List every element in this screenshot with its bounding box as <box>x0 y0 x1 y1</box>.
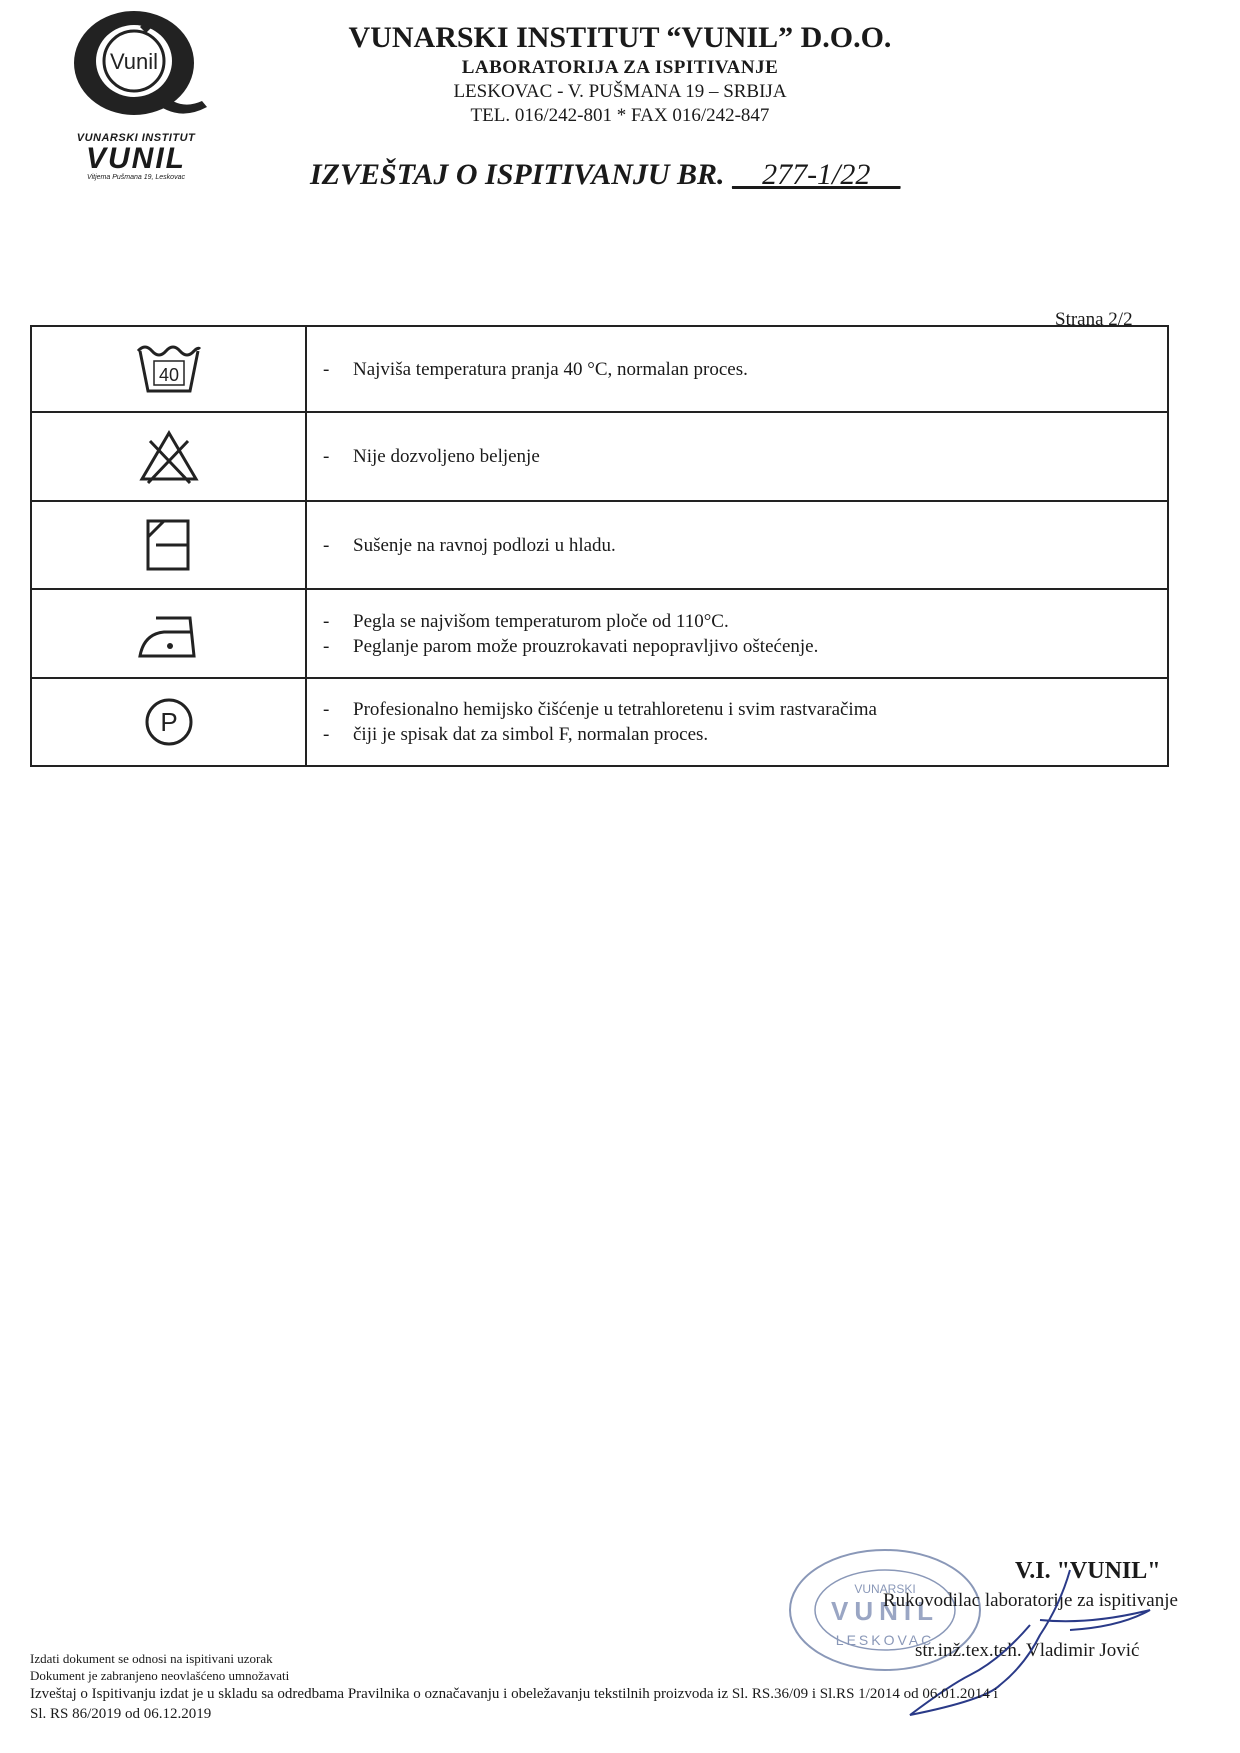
institute-address: LESKOVAC - V. PUŠMANA 19 – SRBIJA <box>453 81 787 102</box>
symbol-cell <box>32 590 307 677</box>
description-cell <box>307 502 1167 588</box>
stamp-inner-mid: VUNIL <box>831 1596 939 1626</box>
logo-subtitle: VUNARSKI INSTITUT <box>76 132 196 144</box>
description-line: - Peglanje parom može prouzrokavati nepopravljivo oštećenje. <box>323 635 819 657</box>
signature-org: V.I. "VUNIL" <box>1015 1558 1161 1584</box>
description-cell <box>307 413 1167 500</box>
document-footer <box>30 1650 1210 1724</box>
dry-clean-letter: P <box>159 707 178 737</box>
description-line: - Najviša temperatura pranja 40 °C, normalan proces. <box>323 358 748 380</box>
symbol-cell <box>32 679 307 765</box>
logo-brand: VUNIL <box>86 142 186 175</box>
lab-name: LABORATORIJA ZA ISPITIVANJE <box>461 57 779 78</box>
description-cell <box>307 679 1167 765</box>
description-line: - Profesionalno hemijsko čišćenje u tetrahloretenu i svim rastvaračima <box>323 699 877 720</box>
signature-name: str.inž.tex.teh. Vladimir Jović <box>915 1640 1140 1661</box>
description-cell <box>307 327 1167 411</box>
page-number: Strana 2/2 <box>1055 309 1133 330</box>
no-bleach-icon <box>134 429 204 485</box>
report-number: __277-1/22__ <box>732 158 901 191</box>
symbol-cell <box>32 327 307 411</box>
footer-line-1: Izdati dokument se odnosi na ispitivani uzorak <box>30 1651 273 1666</box>
description-line: - Nije dozvoljeno beljenje <box>323 446 540 467</box>
stamp-inner-top: VUNARSKI <box>854 1582 916 1596</box>
logo-q-mark <box>62 5 212 125</box>
iron-low-icon <box>134 606 204 662</box>
description-line: - Sušenje na ravnoj podlozi u hladu. <box>323 534 616 556</box>
institute-logo <box>62 5 212 125</box>
symbol-cell <box>32 502 307 588</box>
wash-temp-label: 40 <box>158 365 179 385</box>
table-row <box>32 327 1167 413</box>
table-row <box>32 413 1167 502</box>
wash-40-icon <box>134 341 204 397</box>
signature-role: Rukovodilac laboratorije za ispitivanje <box>883 1590 1178 1611</box>
footer-line-4: Sl. RS 86/2019 od 06.12.2019 <box>30 1706 212 1722</box>
care-symbols-table <box>30 325 1169 767</box>
logo-address: Vitjema Pušmana 19, Leskovac <box>87 174 185 181</box>
stamp-inner-bottom: LESKOVAC <box>835 1632 935 1648</box>
footer-line-3: Izveštaj o Ispitivanju izdat je u skladu sa odredbama Pravilnika o označavanju i obeležavanju tekstilnih proizvoda iz Sl. RS.36/09 i Sl.RS 1/2014 od 06.01.2014 i <box>30 1686 998 1702</box>
document-header <box>300 20 940 128</box>
table-row <box>32 590 1167 679</box>
logo-mark-text: Vunil <box>109 49 159 74</box>
description-line: - čiji je spisak dat za simbol F, normalan proces. <box>323 724 709 745</box>
description-cell <box>307 590 1167 677</box>
description-line: - Pegla se najvišom temperaturom ploče od 110°C. <box>323 610 729 632</box>
institute-name: VUNARSKI INSTITUT “VUNIL” D.O.O. <box>348 21 892 54</box>
dry-clean-p-icon <box>134 694 204 750</box>
report-title <box>310 158 900 192</box>
table-row <box>32 679 1167 765</box>
report-title-text: IZVEŠTAJ O ISPITIVANJU BR. <box>310 158 725 191</box>
institute-phone: TEL. 016/242-801 * FAX 016/242-847 <box>470 105 770 126</box>
symbol-cell <box>32 413 307 500</box>
logo-subtitle-block <box>66 132 206 181</box>
footer-line-2: Dokument je zabranjeno neovlašćeno umnožavati <box>30 1668 290 1683</box>
flat-dry-shade-icon <box>134 517 204 573</box>
table-row <box>32 502 1167 590</box>
